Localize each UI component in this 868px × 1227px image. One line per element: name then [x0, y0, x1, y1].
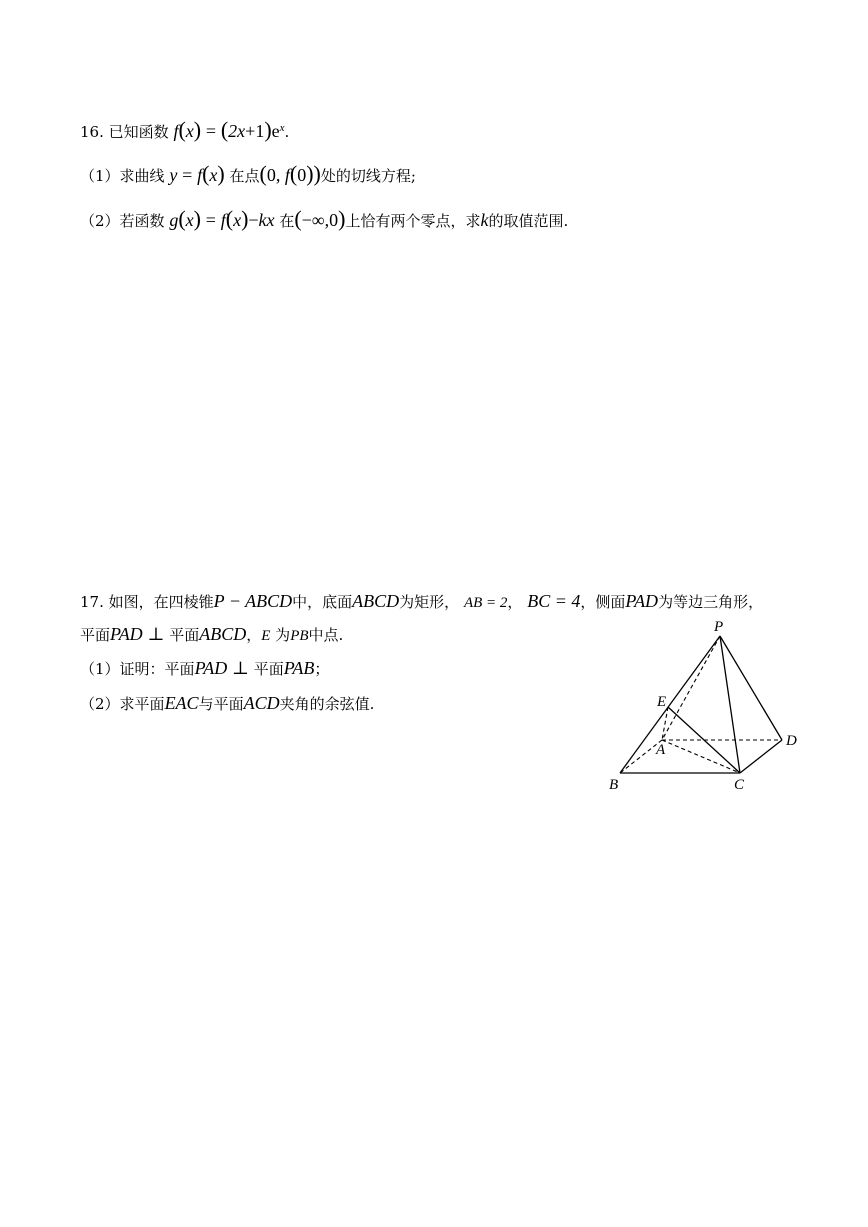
label-D: D — [786, 733, 797, 749]
edge-PD — [720, 636, 782, 740]
q17-statement-line2: 平面PAD ⊥ 平面ABCD，E 为PB中点. — [80, 624, 344, 644]
label-A: A — [656, 742, 666, 758]
q17-part1: （1）证明：平面PAD ⊥ 平面PAB； — [80, 658, 330, 678]
edge-PA — [662, 636, 720, 740]
q16-part2: （2）若函数 g(x) = f(x)−kx 在(−∞,0)上恰有两个零点，求k的取值范围. — [80, 206, 569, 231]
edge-PB — [620, 636, 720, 773]
label-E: E — [657, 694, 667, 710]
label-P: P — [714, 619, 724, 635]
q16-part1: （1）求曲线 y = f(x) 在点(0, f(0))处的切线方程; — [80, 161, 416, 186]
edge-AC — [662, 740, 740, 773]
q17-statement-line1: 17. 如图，在四棱锥P − ABCD中，底面ABCD为矩形， AB = 2， BC = 4，侧面PAD为等边三角形， — [80, 591, 764, 611]
q17-part2: （2）求平面EAC与平面ACD夹角的余弦值. — [80, 693, 375, 713]
q16-statement: 16. 已知函数 $f(x) = (2x+1)e^x$. — [80, 117, 290, 142]
label-B: B — [609, 777, 619, 793]
label-C: C — [734, 777, 745, 793]
edge-CD — [740, 740, 782, 773]
edge-PC — [720, 636, 740, 773]
pyramid-figure — [600, 610, 810, 800]
